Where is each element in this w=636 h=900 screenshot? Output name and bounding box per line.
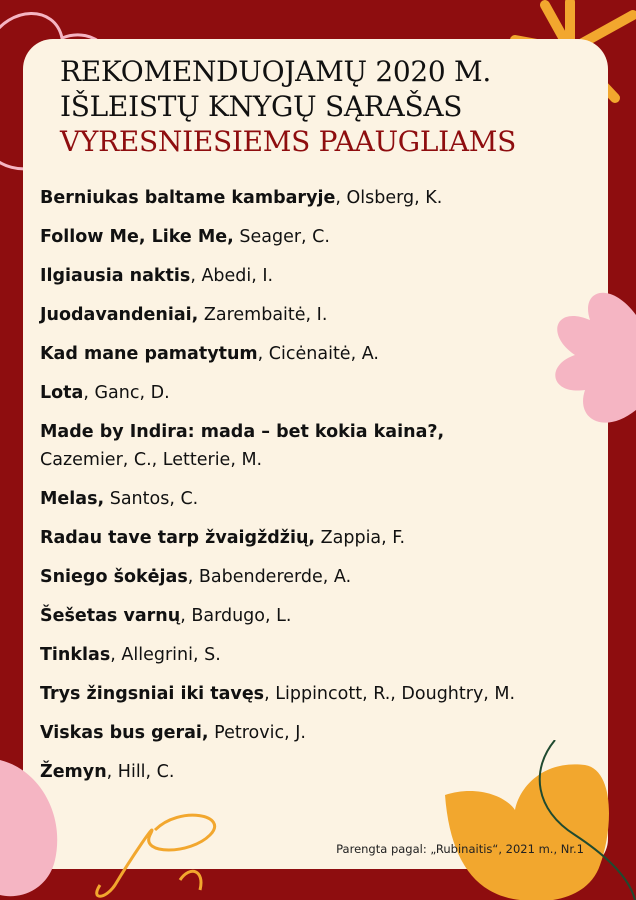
book-item: [40, 645, 600, 666]
book-title: Juodavandeniai,: [40, 305, 199, 325]
book-author: Santos, C.: [104, 489, 199, 509]
book-item: [40, 723, 600, 744]
book-author: , Lippincott, R., Doughtry, M.: [264, 684, 516, 704]
book-title: Radau tave tarp žvaigždžių,: [40, 528, 316, 548]
page-heading: [60, 54, 620, 159]
book-author: , Ganc, D.: [83, 383, 170, 403]
book-title: Kad mane pamatytum: [40, 344, 258, 364]
book-author: , Abedi, I.: [190, 266, 274, 286]
book-title: Šešetas varnų: [40, 606, 181, 626]
book-title: Made by Indira: mada – bet kokia kaina?,: [40, 422, 445, 442]
book-item: [40, 606, 600, 627]
book-title: Tinklas: [40, 645, 111, 665]
book-title: Trys žingsniai iki tavęs: [40, 684, 265, 704]
book-item: [40, 762, 600, 783]
book-item: [40, 344, 600, 365]
book-author: , Olsberg, K.: [335, 188, 443, 208]
book-title: Sniego šokėjas: [40, 567, 188, 587]
book-list: [40, 188, 600, 801]
book-author: Zarembaitė, I.: [198, 305, 328, 325]
book-item: [40, 266, 600, 287]
book-item: [40, 383, 600, 404]
book-item: [40, 188, 600, 209]
book-author: Cazemier, C., Letterie, M.: [40, 450, 263, 470]
source-note: Parengta pagal: „Rubinaitis“, 2021 m., Nr.1: [336, 842, 584, 856]
heading-line-2: IŠLEISTŲ KNYGŲ SĄRAŠAS: [60, 90, 463, 123]
book-author: Zappia, F.: [315, 528, 406, 548]
book-author: , Cicėnaitė, A.: [257, 344, 379, 364]
book-author: , Babendererde, A.: [187, 567, 352, 587]
book-item: [40, 528, 600, 549]
book-item: [40, 227, 600, 248]
book-title: Lota: [40, 383, 84, 403]
book-title: Žemyn: [40, 762, 107, 782]
book-title: Berniukas baltame kambaryje: [40, 188, 336, 208]
yellow-squiggle-decoration: [60, 800, 230, 900]
heading-line-3: VYRESNIESIEMS PAAUGLIAMS: [60, 125, 517, 158]
book-item: [40, 567, 600, 588]
book-author: , Bardugo, L.: [180, 606, 292, 626]
book-author: , Hill, C.: [106, 762, 175, 782]
book-author: , Allegrini, S.: [110, 645, 221, 665]
heading-line-1: REKOMENDUOJAMŲ 2020 M.: [60, 55, 491, 88]
book-item: [40, 305, 600, 326]
book-title: Viskas bus gerai,: [40, 723, 209, 743]
book-author: Seager, C.: [233, 227, 330, 247]
book-title: Ilgiausia naktis: [40, 266, 191, 286]
book-item: [40, 422, 600, 471]
book-item: [40, 684, 600, 705]
book-author: Petrovic, J.: [208, 723, 306, 743]
book-item: [40, 489, 600, 510]
book-title: Melas,: [40, 489, 105, 509]
book-title: Follow Me, Like Me,: [40, 227, 234, 247]
